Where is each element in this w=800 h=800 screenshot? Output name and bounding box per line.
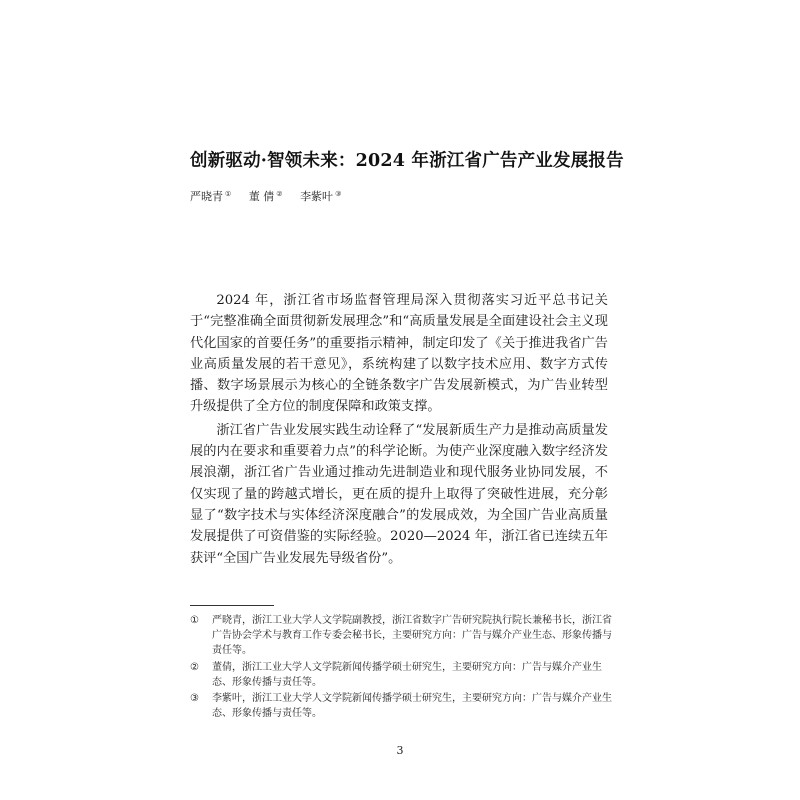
footnote-text: 李紫叶，浙江工业大学人文学院新闻传播学硕士研究生，主要研究方向：广告与媒介产业生态、形象传播与责任等。	[212, 693, 612, 720]
footnote-mark: ①	[190, 615, 199, 626]
body-paragraph-1: 2024 年，浙江省市场监督管理局深入贯彻落实习近平总书记关于“完整准确全面贯彻新发展理念”和“高质量发展是全面建设社会主义现代化国家的首要任务”的重要指示精神，制定印发了《关于推进我省广告业高质量发展的若干意见》，系统构建了以数字技术应用、数字方式传播、数字场景展示为核心的全链条数字广告发展新模式，为广告业转型升级提供了全方位的制度保障和政策支撑。	[190, 293, 608, 415]
article-body	[190, 290, 608, 571]
author-3	[300, 188, 341, 204]
page-number: 3	[396, 744, 404, 757]
author-name: 李紫叶	[300, 190, 334, 203]
body-paragraph-2: 浙江省广告业发展实践生动诠释了“发展新质生产力是推动高质量发展的内在要求和重要着力点”的科学论断。为使产业深度融入数字经济发展浪潮，浙江省广告业通过推动先进制造业和现代服务业协同发展，不仅实现了量的跨越式增长，更在质的提升上取得了突破性进展，充分彰显了“数字技术与实体经济深度融合”的发展成效，为全国广告业高质量发展提供了可资借鉴的实际经验。2020—2024 年，浙江省已连续五年获评“全国广告业发展先导级省份”。	[190, 422, 608, 566]
author-line	[190, 188, 355, 204]
article-title: 创新驱动·智领未来：2024 年浙江省广告产业发展报告	[190, 151, 624, 171]
author-footnote-mark[interactable]: ①	[225, 190, 232, 198]
footnote-mark: ③	[190, 693, 199, 705]
author-footnote-mark[interactable]: ③	[335, 190, 342, 198]
footnotes	[190, 613, 618, 722]
footnote-3	[190, 691, 618, 721]
footnote-text: 董倩，浙江工业大学人文学院新闻传播学硕士研究生，主要研究方向：广告与媒介产业生态、形象传播与责任等。	[212, 661, 602, 688]
footnote-1	[190, 613, 618, 659]
author-name: 董 倩	[248, 190, 275, 203]
footnote-divider	[190, 605, 274, 606]
author-name: 严晓青	[190, 190, 223, 203]
footnote-text: 严晓青，浙江工业大学人文学院副教授，浙江省数字广告研究院执行院长兼秘书长，浙江省广告协会学术与教育工作专委会秘书长，主要研究方向：广告与媒介产业生态、形象传播与责任等。	[212, 615, 612, 657]
author-footnote-mark[interactable]: ②	[276, 190, 283, 198]
footnote-2	[190, 660, 618, 690]
author-1	[190, 188, 231, 204]
footnote-mark: ②	[190, 661, 199, 673]
author-2	[249, 188, 283, 204]
